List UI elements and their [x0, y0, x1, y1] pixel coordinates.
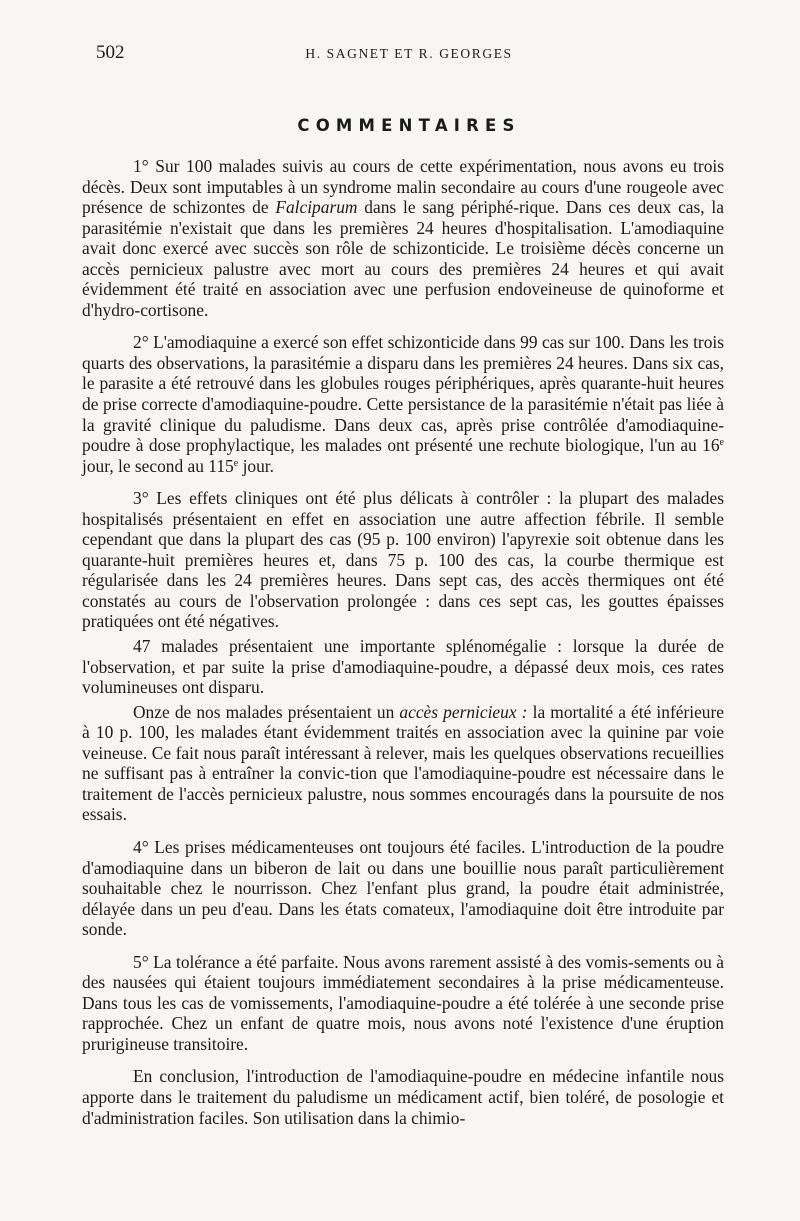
paragraph-3: 3° Les effets cliniques ont été plus délicats à contrôler : la plupart des malades hospitalisés présentaient en effet en association une autre affection fébrile. Il semble cependant que dans la plupart des cas (95 p. 100 environ) l'apyrexie soit obtenue dans les quarante-huit premières heures et, dans 75 p. 100 des cas, la courbe thermique est régularisée dans les 24 premières heures. Dans sept cas, des accès thermiques ont été constatés au cours de l'observation prolongée : dans ces sept cas, les gouttes épaisses pratiquées ont été négatives. — [82, 488, 724, 632]
paragraph-7: 5° La tolérance a été parfaite. Nous avons rarement assisté à des vomis-sements ou à des nausées qui étaient toujours immédiatement secondaires à la prise médicamenteuse. Dans tous les cas de vomissements, l'amodiaquine-poudre a été tolérée à une seconde prise rapprochée. Chez un enfant de quatre mois, nous avons noté l'existence d'une éruption prurigineuse transitoire. — [82, 951, 724, 1054]
paragraph-5: Onze de nos malades présentaient un accès pernicieux : la mortalité a été inférieure à 10 p. 100, les malades étant évidemment traités en association avec la quinine par voie veineuse. Ce fait nous paraît intéressant à relever, mais les quelques observations recueillies ne suffisant pas à entraîner la convic-tion que l'amodiaquine-poudre est nécessaire dans le traitement de l'accès pernicieux palustre, nous sommes encouragés dans la poursuite de nos essais. — [82, 701, 725, 825]
page-number: 502 — [96, 42, 125, 63]
body-text — [82, 156, 724, 1128]
paragraph-4: 47 malades présentaient une importante splénomégalie : lorsque la durée de l'observation, et par suite la prise d'amodiaquine-poudre, a dépassé deux mois, ces rates volumineuses ont disparu. — [82, 636, 724, 698]
italic-term: Falciparum — [275, 197, 358, 218]
paragraph-6: 4° Les prises médicamenteuses ont toujours été faciles. L'introduction de la poudre d'amodiaquine dans un biberon de lait ou dans une bouillie nous paraît particulièrement souhaitable chez le nourrisson. Chez l'enfant plus grand, la poudre était administrée, délayée dans un peu d'eau. Dans les états comateux, l'amodiaquine doit être introduite par sonde. — [82, 836, 724, 940]
paragraph-8: En conclusion, l'introduction de l'amodiaquine-poudre en médecine infantile nous apporte dans le traitement du paludisme un médicament actif, bien toléré, de posologie et d'administration faciles. Son utilisation dans la chimio- — [82, 1066, 724, 1128]
running-title: H. SAGNET ET R. GEORGES — [305, 46, 513, 61]
section-title: COMMENTAIRES — [297, 116, 521, 135]
italic-term: accès pernicieux : — [399, 701, 528, 722]
running-header — [96, 42, 722, 66]
paragraph-2: 2° L'amodiaquine a exercé son effet schizonticide dans 99 cas sur 100. Dans les trois quarts des observations, la parasitémie a disparu dans les premières 24 heures. Dans six cas, le parasite a été retrouvé dans les globules rouges périphériques, après quarante-huit heures de prise correcte d'amodiaquine-poudre. Cette persistance de la parasitémie n'était pas liée à la gravité clinique du paludisme. Dans deux cas, après prise contrôlée d'amodiaquine-poudre à dose prophylactique, les malades ont présenté une rechute biologique, l'un au 16e jour, le second au 115e jour. — [82, 332, 724, 476]
paragraph-1: 1° Sur 100 malades suivis au cours de cette expérimentation, nous avons eu trois décès. Deux sont imputables à un syndrome malin secondaire au cours d'une rougeole avec présence de schizontes de Falciparum dans le sang périphé-rique. Dans ces deux cas, la parasitémie n'existait que dans les premières 24 heures d'hospitalisation. L'amodiaquine avait donc exercé avec succès son rôle de schizonticide. Le troisième décès concerne un accès pernicieux palustre avec mort au cours des premières 24 heures et qui avait évidemment été traité en association avec une perfusion endoveineuse de quinoforme et d'hydro-cortisone. — [82, 156, 724, 320]
